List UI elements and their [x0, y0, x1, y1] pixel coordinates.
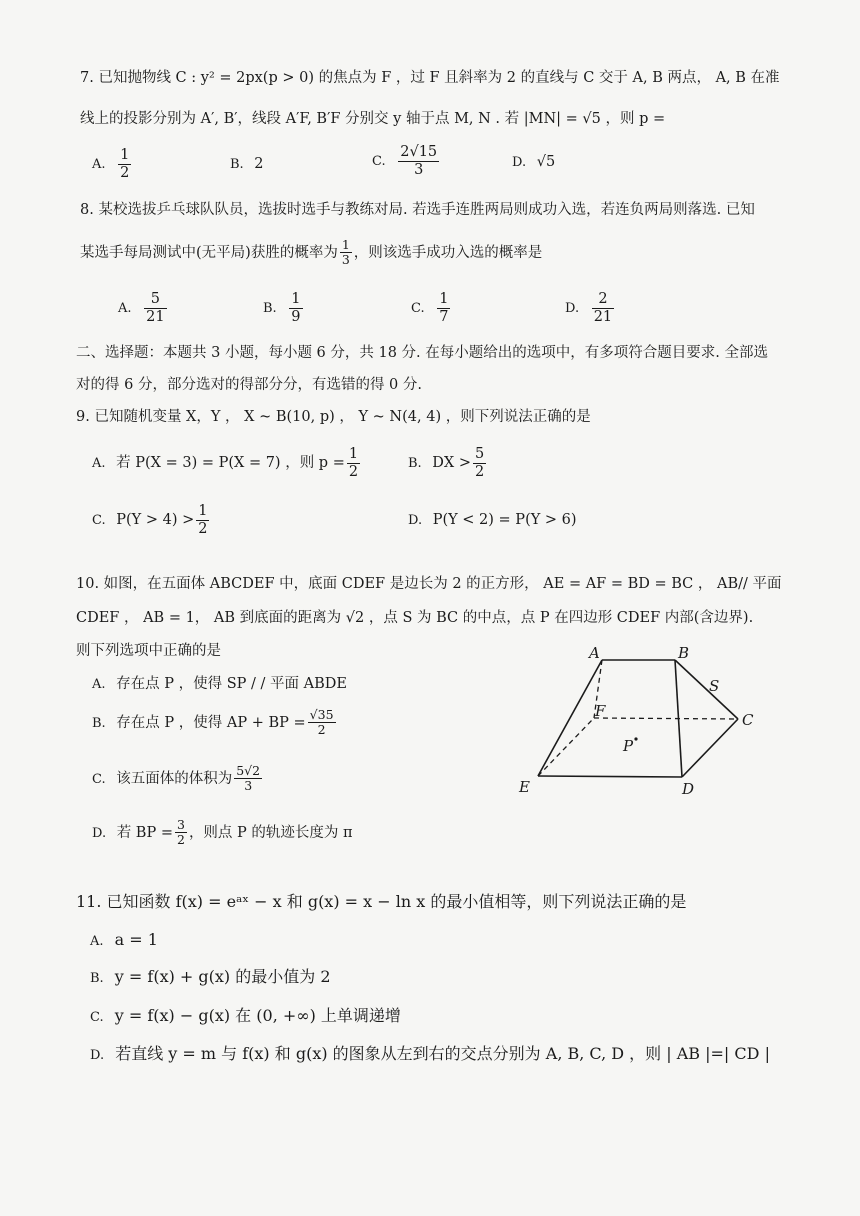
fraction: $\frac{2}{21}$	[593, 291, 613, 325]
q8-option-a	[118, 291, 169, 325]
option-label: D.	[92, 825, 107, 841]
label-e: E	[519, 778, 530, 796]
option-label: D.	[90, 1048, 105, 1063]
q10-option-b	[92, 708, 338, 738]
edge-ed	[538, 776, 682, 777]
q7-option-d	[512, 154, 555, 171]
q10-line3: 则下列选项中正确的是	[76, 643, 221, 659]
q9-option-d	[408, 512, 577, 529]
option-label: A.	[92, 456, 106, 472]
q10-option-d	[92, 818, 353, 848]
option-label: D.	[565, 301, 580, 317]
q10-option-a	[92, 676, 347, 693]
option-text: √5	[536, 154, 556, 170]
q8-option-b	[263, 291, 305, 325]
label-s: S	[709, 677, 720, 695]
fraction: $\frac{5}{2}$	[475, 446, 485, 480]
q9-option-a	[92, 446, 362, 480]
option-label: C.	[92, 513, 106, 529]
option-label: C.	[372, 154, 386, 170]
q7-line1: 7. 已知抛物线 C : y² = 2px(p > 0) 的焦点为 F ，过 F 且斜率为 2 的直线与 C 交于 A, B 两点， A, B 在准	[80, 70, 780, 86]
fraction: $\frac{5√2}{3}$	[236, 763, 261, 794]
fraction: $\frac{2√15}{3}$	[400, 144, 438, 178]
option-label: A.	[118, 301, 132, 317]
q7-line2: 线上的投影分别为 A′, B′，线段 A′F, B′F 分别交 y 轴于点 M, N . 若 |MN| = √5 ，则 p =	[80, 111, 666, 127]
fraction: $\frac{5}{21}$	[146, 291, 165, 325]
q11-stem: 11. 已知函数 f(x) = eᵃˣ − x 和 g(x) = x − ln x 的最小值相等，则下列说法正确的是	[76, 892, 687, 911]
label-d: D	[682, 780, 695, 798]
q8-line2-post: ，则该选手成功入选的概率是	[353, 244, 543, 261]
option-text: DX >	[432, 455, 472, 472]
q10-option-c	[92, 764, 264, 794]
option-label: B.	[230, 157, 244, 172]
fraction: $\frac{1}{2}$	[348, 446, 359, 480]
section2-line1: 二、选择题：本题共 3 小题，每小题 6 分，共 18 分. 在每小题给出的选项中，有多项符合题目要求. 全部选	[76, 345, 768, 361]
q9-option-c	[92, 503, 211, 537]
option-text: 若 BP =	[116, 824, 173, 841]
option-text: y = f(x) − g(x) 在 (0, +∞) 上单调递增	[114, 1006, 401, 1025]
edge-ae	[538, 660, 602, 776]
label-c: C	[742, 711, 754, 729]
option-label: B.	[92, 715, 106, 731]
option-label: B.	[90, 971, 104, 986]
option-label: D.	[408, 513, 423, 528]
option-label: C.	[411, 301, 425, 317]
q9-option-b	[408, 446, 488, 480]
option-text: 存在点 P ，使得 SP / / 平面 ABDE	[116, 676, 347, 692]
option-text: ，则点 P 的轨迹长度为 π	[188, 824, 353, 841]
q8-line2-pre: 某选手每局测试中(无平局)获胜的概率为	[80, 244, 338, 261]
point-p	[634, 737, 637, 740]
label-f: F	[595, 702, 606, 720]
q7-option-a	[92, 147, 133, 181]
q8-option-c	[411, 291, 452, 325]
q11-option-a	[90, 930, 158, 950]
q9-stem: 9. 已知随机变量 X，Y ， X ~ B(10, p) ， Y ~ N(4, 4) ，则下列说法正确的是	[76, 409, 591, 425]
q11-option-b	[90, 967, 331, 987]
q11-option-c	[90, 1006, 401, 1026]
option-text: 2	[254, 156, 264, 172]
label-a: A	[589, 644, 600, 662]
edge-fc	[594, 718, 738, 719]
fraction: $\frac{3}{2}$	[176, 817, 185, 848]
option-label: A.	[92, 157, 106, 173]
q10-line1: 10. 如图，在五面体 ABCDEF 中，底面 CDEF 是边长为 2 的正方形， AE = AF = BD = BC ， AB// 平面	[76, 576, 782, 592]
fraction: $\frac{1}{7}$	[439, 291, 449, 325]
option-text: y = f(x) + g(x) 的最小值为 2	[114, 967, 331, 986]
option-text: 若 P(X = 3) = P(X = 7) ，则 p =	[116, 455, 345, 472]
option-text: a = 1	[114, 930, 158, 949]
label-b: B	[678, 644, 690, 662]
q11-option-d	[90, 1044, 770, 1064]
option-text: 该五面体的体积为	[116, 770, 233, 787]
option-text: 若直线 y = m 与 f(x) 和 g(x) 的图象从左到右的交点分别为 A, B, C, D ，则 | AB |=| CD |	[115, 1044, 770, 1063]
q8-option-d	[565, 291, 616, 325]
option-text: P(Y < 2) = P(Y > 6)	[432, 512, 577, 528]
q7-option-b	[230, 156, 264, 173]
option-label: D.	[512, 155, 527, 170]
label-p: P	[623, 737, 634, 755]
edge-bc	[675, 660, 738, 719]
option-text: P(Y > 4) >	[116, 512, 195, 529]
q8-line1: 8. 某校选拔乒乓球队队员，选拔时选手与教练对局. 若选手连胜两局则成功入选，若连负两局则落选. 已知	[80, 202, 755, 218]
fraction: $\frac{1}{3}$	[341, 237, 350, 268]
q10-line2: CDEF ， AB = 1， AB 到底面的距离为 √2 ，点 S 为 BC 的中点，点 P 在四边形 CDEF 内部(含边界).	[76, 610, 754, 626]
q8-line2	[80, 238, 542, 268]
edge-dc	[682, 719, 738, 777]
fraction: $\frac{1}{2}$	[120, 147, 130, 181]
option-label: B.	[263, 301, 277, 317]
option-label: A.	[90, 934, 104, 949]
option-label: C.	[92, 771, 106, 787]
fraction: $\frac{1}{9}$	[291, 291, 301, 325]
q7-option-c	[372, 144, 441, 178]
fraction: $\frac{√35}{2}$	[309, 707, 334, 738]
option-label: A.	[92, 677, 106, 692]
option-label: C.	[90, 1010, 104, 1025]
option-label: B.	[408, 456, 422, 472]
fraction: $\frac{1}{2}$	[198, 503, 208, 537]
q10-figure	[505, 640, 775, 805]
section2-line2: 对的得 6 分，部分选对的得部分分，有选错的得 0 分.	[76, 377, 422, 393]
option-text: 存在点 P ，使得 AP + BP =	[116, 714, 306, 731]
